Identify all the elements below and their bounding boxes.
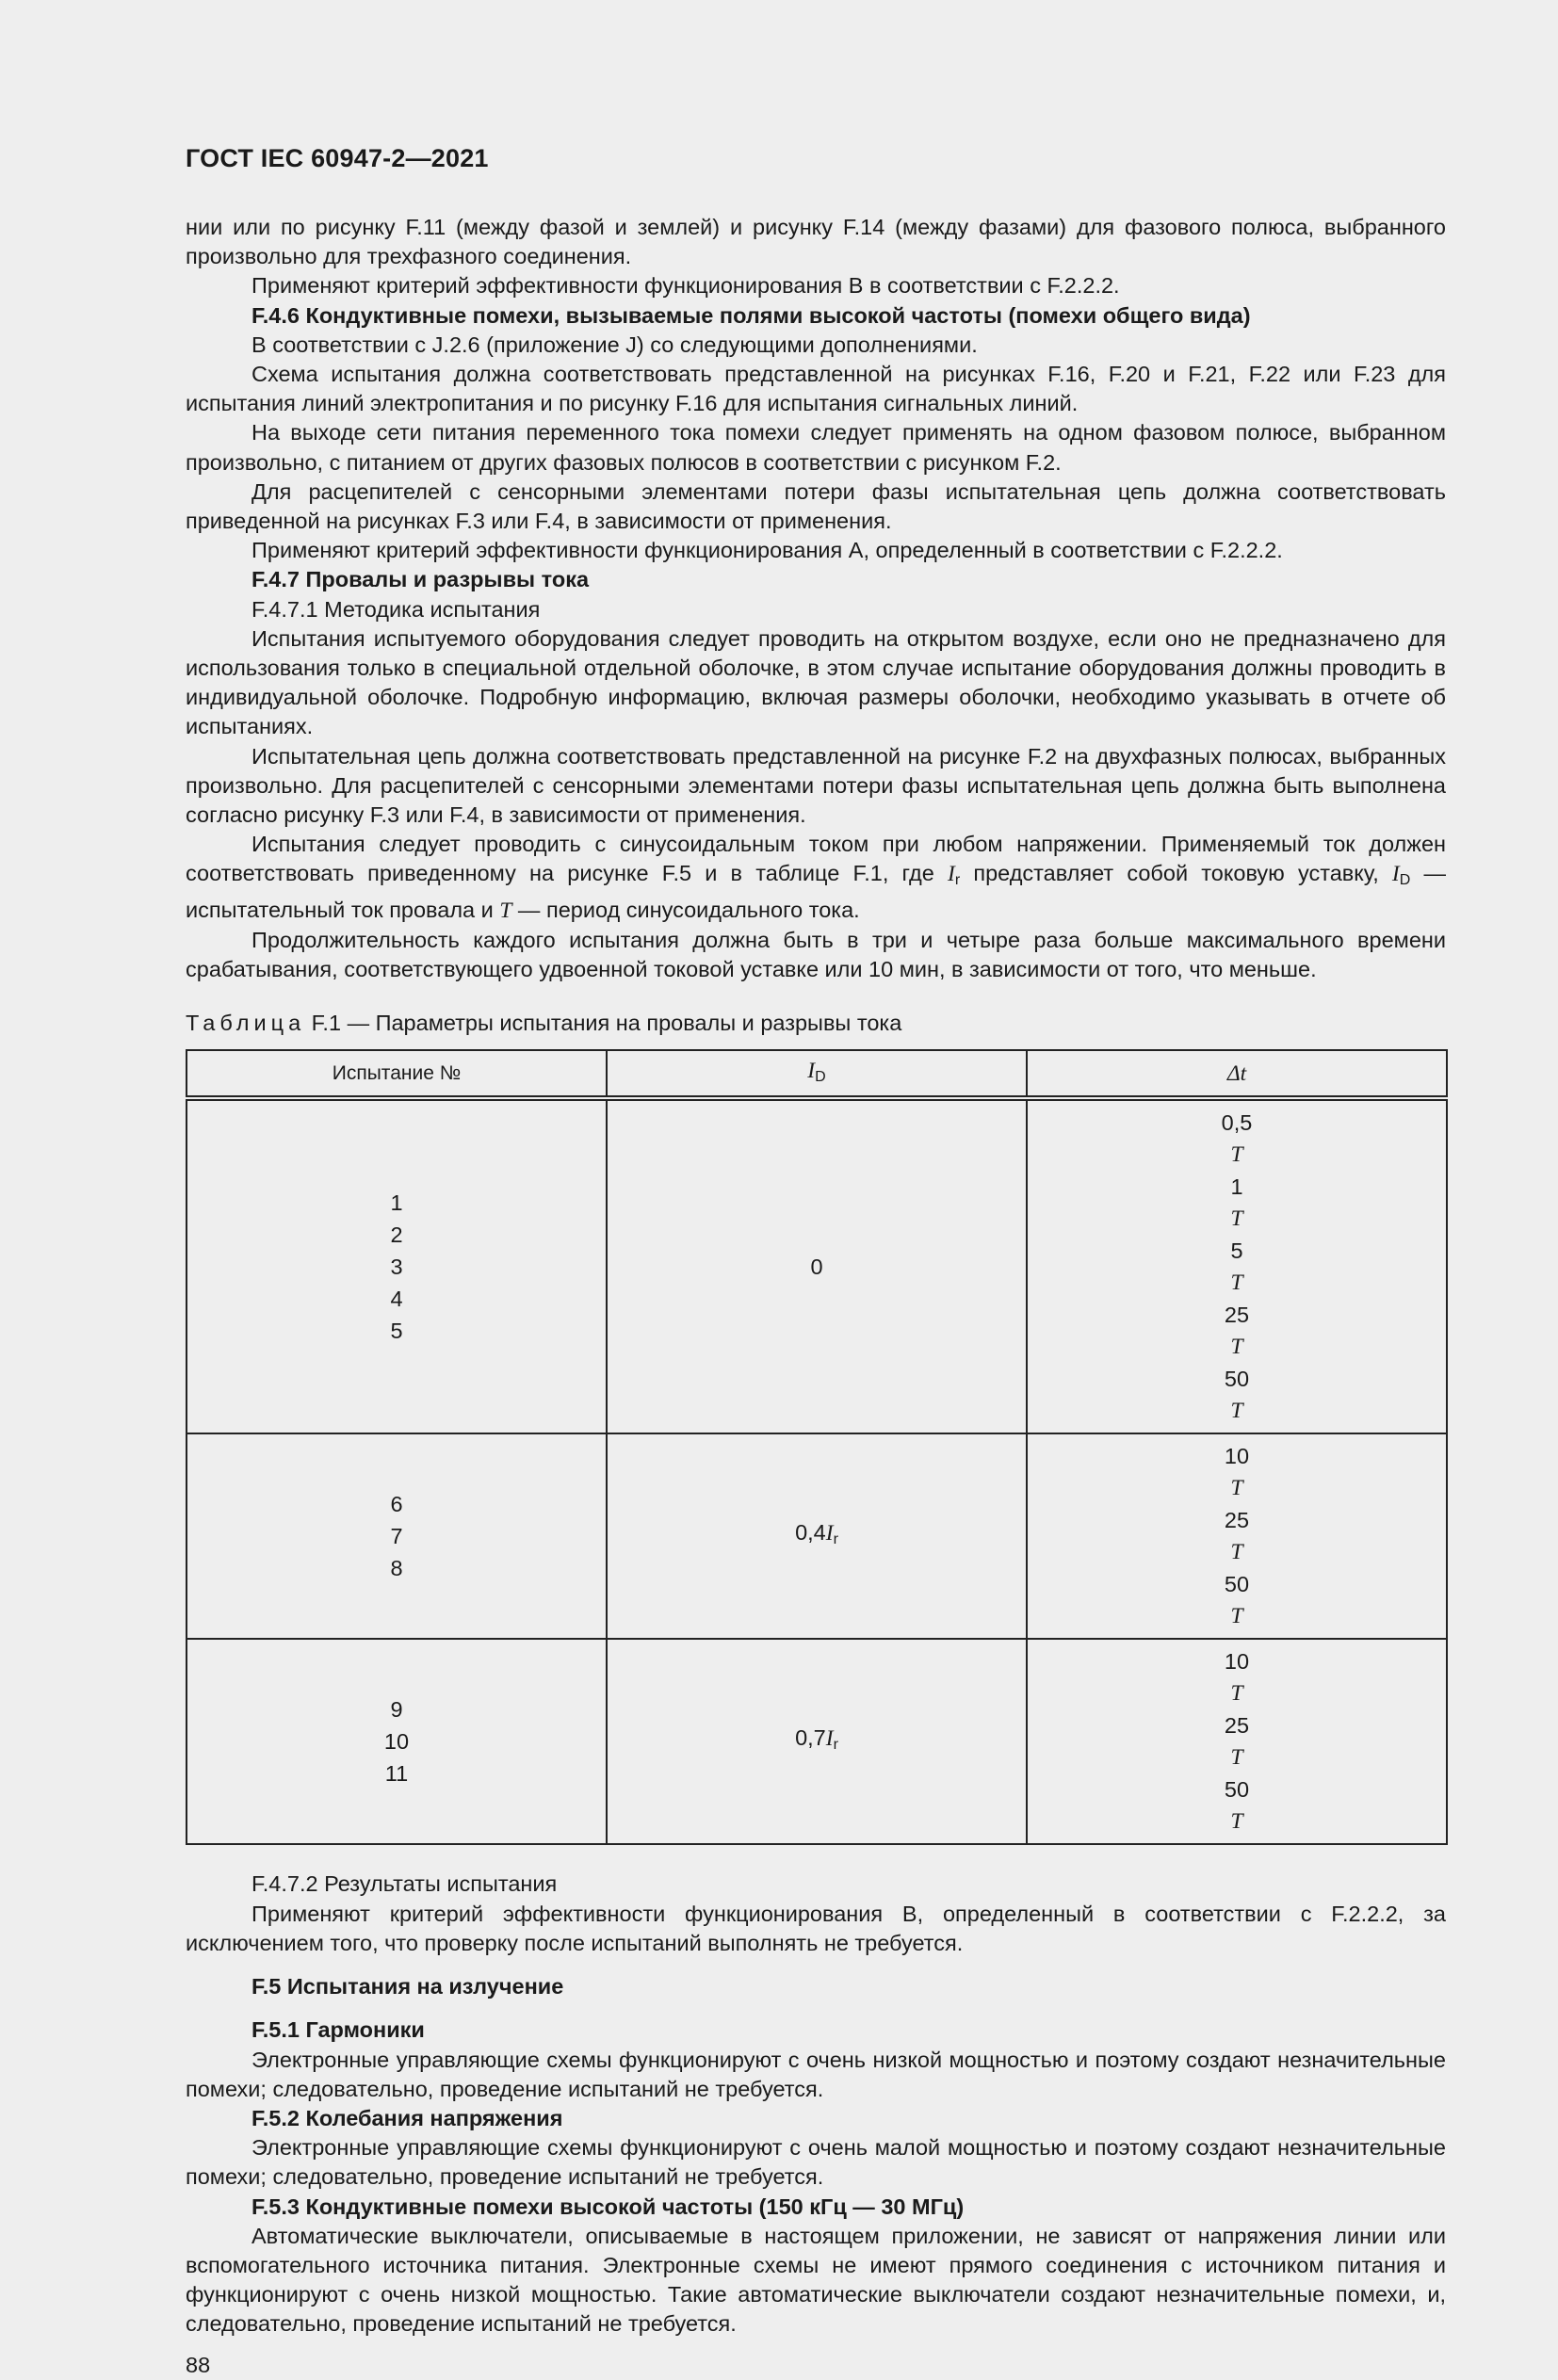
delta-t-number: 50 (1224, 1777, 1250, 1803)
cell-delta-t-values (1027, 1098, 1447, 1433)
delta-t-number: 25 (1224, 1303, 1250, 1328)
delta-t-number: 10 (1224, 1649, 1250, 1675)
header-id-symbol: I (807, 1058, 816, 1083)
delta-t-unit: T (1230, 1399, 1243, 1424)
symbol-subscript: r (954, 872, 961, 889)
test-number: 4 (390, 1287, 403, 1312)
paragraph: На выходе сети питания переменного тока помехи следует применять на одном фазовом полюсе, выбранном произвольно, с питанием от других фазовых полюсов в соответствии с рисунком F.2. (186, 420, 1446, 475)
symbol-ir (948, 862, 961, 889)
delta-t-value (1028, 1107, 1446, 1171)
delta-t-unit: T (1230, 1604, 1243, 1629)
table-header-row (187, 1050, 1447, 1098)
delta-t-unit: T (1230, 1809, 1243, 1835)
paragraph-with-symbols (186, 830, 1446, 926)
paragraph: Применяют критерий эффективности функционирования B, определенный в соответствии с F.2.2.2, за исключением того, что проверку после испытаний выполнять не требуется. (186, 1901, 1446, 1955)
cell-delta-t-values (1027, 1639, 1447, 1844)
section-heading-f53: F.5.3 Кондуктивные помехи высокой частоты (150 кГц — 30 МГц) (252, 2194, 965, 2219)
text-run: Испытания следует проводить с синусоидальным током при любом напряжении. Применяемый ток должен соответствовать приведенному на рисунке F.5 и в таблице F.1, где (186, 832, 1446, 886)
table-row-group (187, 1433, 1447, 1639)
test-number: 11 (384, 1761, 409, 1787)
id-coefficient: 0,7 (795, 1725, 826, 1751)
delta-t-value (1028, 1235, 1446, 1299)
document-header: ГОСТ IEC 60947-2—2021 (186, 144, 489, 172)
id-coefficient: 0 (810, 1255, 823, 1280)
delta-t-number: 25 (1224, 1713, 1250, 1739)
delta-t-unit: T (1230, 1142, 1243, 1168)
section-heading-f5: F.5 Испытания на излучение (252, 1974, 564, 2000)
section-heading-f51: F.5.1 Гармоники (252, 2017, 425, 2043)
delta-t-value (1028, 1568, 1446, 1632)
paragraph: Электронные управляющие схемы функционируют с очень малой мощностью и поэтому создают незначительные помехи; следовательно, проведение испытаний не требуется. (186, 2135, 1446, 2190)
subsection-heading-f472: F.4.7.2 Результаты испытания (252, 1871, 558, 1897)
id-symbol: I (825, 1726, 834, 1752)
cell-test-numbers (187, 1098, 607, 1433)
cell-id-value (607, 1098, 1027, 1433)
paragraph: Автоматические выключатели, описываемые в настоящем приложении, не зависят от напряжения линии или вспомогательного источника питания. Электронные схемы не имеют прямого соединения с источником питания и функционируют с очень низкой мощностью. Такие автоматические выключатели создают незначительные помехи, и, следовательно, проведение испытаний не требуется. (186, 2223, 1446, 2337)
header-id-subscript: D (815, 1068, 826, 1085)
paragraph: Применяют критерий эффективности функционирования A, определенный в соответствии с F.2.2.2. (252, 538, 1283, 563)
symbol-id (1391, 862, 1411, 889)
delta-t-number: 50 (1224, 1572, 1250, 1597)
document-page (186, 141, 1446, 2380)
table-caption (186, 1009, 1446, 1038)
delta-t-value (1028, 1440, 1446, 1504)
section-heading-f46: F.4.6 Кондуктивные помехи, вызываемые полями высокой частоты (помехи общего вида) (252, 302, 1251, 328)
symbol-subscript: D (1399, 872, 1411, 889)
test-number: 9 (390, 1697, 403, 1723)
test-number: 3 (390, 1255, 403, 1280)
delta-t-number: 25 (1224, 1508, 1250, 1533)
paragraph: В соответствии с J.2.6 (приложение J) со следующими дополнениями. (252, 332, 978, 357)
delta-t-number: 0,5 (1221, 1110, 1253, 1136)
delta-t-unit: T (1230, 1681, 1243, 1707)
page-number: 88 (186, 2352, 211, 2377)
test-number: 8 (390, 1556, 403, 1581)
delta-t-value (1028, 1645, 1446, 1709)
test-number: 6 (390, 1492, 403, 1517)
paragraph: Схема испытания должна соответствовать представленной на рисунках F.16, F.20 и F.21, F.22 или F.23 для испытания линий электропитания и по рисунку F.16 для испытания сигнальных линий. (186, 362, 1446, 416)
table-caption-label: Таблица (186, 1011, 306, 1036)
delta-t-number: 50 (1224, 1367, 1250, 1392)
paragraph: Испытательная цепь должна соответствовать представленной на рисунке F.2 на двухфазных полюсах, выбранных произвольно. Для расцепителей с сенсорными элементами потери фазы испытательная цепь должна быть выполнена согласно рисунку F.3 или F.4, в зависимости от применения. (186, 743, 1446, 828)
paragraph: нии или по рисунку F.11 (между фазой и землей) и рисунку F.14 (между фазами) для фазового полюса, выбранного произвольно для трехфазного соединения. (186, 215, 1446, 269)
subsection-heading-f471: F.4.7.1 Методика испытания (252, 596, 541, 622)
header-delta-t (1027, 1050, 1447, 1098)
cell-test-numbers (187, 1433, 607, 1639)
delta-t-value (1028, 1299, 1446, 1363)
id-coefficient: 0,4 (795, 1520, 826, 1546)
paragraph: Испытания испытуемого оборудования следует проводить на открытом воздухе, если оно не предназначено для использования только в специальной отдельной оболочке, в этом случае испытание оборудования должны проводить в индивидуальной оболочке. Подробную информацию, включая размеры оболочки, необходимо указывать в отчете об испытаниях. (186, 625, 1446, 739)
text-run: — испытательный ток провала и (186, 861, 1446, 922)
header-id (607, 1050, 1027, 1098)
text-run: представляет собой токовую уставку, (960, 861, 1392, 886)
paragraph: Электронные управляющие схемы функционируют с очень низкой мощностью и поэтому создают незначительные помехи; следовательно, проведение испытаний не требуется. (186, 2047, 1446, 2101)
delta-t-value (1028, 1363, 1446, 1427)
id-subscript: r (833, 1531, 838, 1548)
delta-t-unit: T (1230, 1271, 1243, 1296)
section-heading-f47: F.4.7 Провалы и разрывы тока (252, 567, 590, 592)
header-delta-t-symbol: Δt (1226, 1060, 1247, 1086)
cell-id-value (607, 1433, 1027, 1639)
delta-t-unit: T (1230, 1335, 1243, 1360)
cell-delta-t-values (1027, 1433, 1447, 1639)
test-number: 2 (390, 1222, 403, 1248)
data-table-f1 (186, 1049, 1448, 1845)
delta-t-number: 10 (1224, 1444, 1250, 1469)
delta-t-number: 5 (1230, 1239, 1243, 1264)
delta-t-unit: T (1230, 1476, 1243, 1501)
id-symbol: I (825, 1521, 834, 1546)
symbol-t: T (499, 898, 512, 923)
test-number: 7 (390, 1524, 403, 1549)
test-number: 10 (383, 1729, 410, 1755)
text-run: — период синусоидального тока. (511, 897, 860, 922)
section-heading-f52: F.5.2 Колебания напряжения (252, 2105, 563, 2130)
cell-test-numbers (187, 1639, 607, 1844)
id-subscript: r (833, 1737, 838, 1754)
delta-t-value (1028, 1709, 1446, 1773)
test-number: 1 (390, 1190, 403, 1216)
test-number: 5 (390, 1319, 403, 1344)
delta-t-value (1028, 1773, 1446, 1838)
paragraph: Продолжительность каждого испытания должна быть в три и четыре раза больше максимального времени срабатывания, соответствующего удвоенной токовой уставке или 10 мин, в зависимости от того, что меньше. (186, 927, 1446, 982)
symbol-letter: I (948, 862, 955, 887)
delta-t-value (1028, 1504, 1446, 1568)
symbol-letter: I (1391, 862, 1400, 887)
delta-t-unit: T (1230, 1206, 1243, 1232)
table-caption-text: F.1 — Параметры испытания на провалы и разрывы тока (305, 1011, 902, 1036)
delta-t-value (1028, 1171, 1446, 1235)
paragraph: Применяют критерий эффективности функционирования B в соответствии с F.2.2.2. (252, 273, 1120, 299)
delta-t-unit: T (1230, 1540, 1243, 1565)
table-row-group (187, 1098, 1447, 1433)
delta-t-number: 1 (1230, 1174, 1243, 1200)
header-test-number: Испытание № (187, 1050, 607, 1098)
table-row-group (187, 1639, 1447, 1844)
delta-t-unit: T (1230, 1745, 1243, 1771)
paragraph: Для расцепителей с сенсорными элементами потери фазы испытательная цепь должна соответствовать приведенной на рисунках F.3 или F.4, в зависимости от применения. (186, 478, 1446, 534)
cell-id-value (607, 1639, 1027, 1844)
